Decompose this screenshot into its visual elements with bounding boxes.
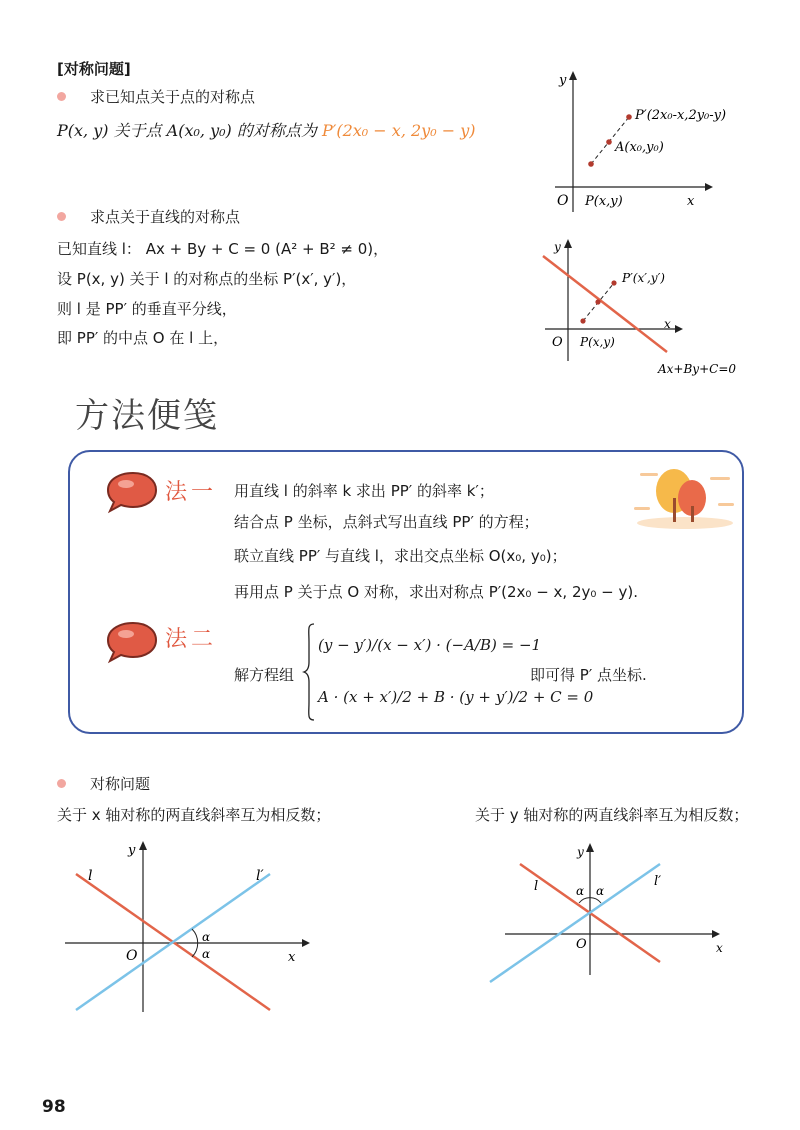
a-label: A(x₀,y₀) [615, 140, 664, 155]
pprime-label: P′(2x₀-x,2y₀-y) [635, 108, 727, 123]
method1-step2: 结合点 P 坐标，点斜式写出直线 PP′ 的方程； [234, 513, 539, 531]
figure-point-symmetry [545, 62, 745, 222]
point-symmetry-line [57, 118, 475, 141]
x-axis-arrow [302, 939, 310, 947]
speech-bubble-icon [100, 470, 160, 514]
method2-label: 法二 [165, 627, 218, 652]
origin-label: O [552, 335, 563, 350]
section-title: [对称问题] [57, 60, 131, 78]
x-label: x [716, 941, 723, 955]
method1-step4: 再用点 P 关于点 O 对称，求出对称点 P′(2x₀ − x, 2y₀ − y). [234, 583, 638, 601]
l-label: l [88, 868, 93, 884]
line-equation-label: Ax+By+C=0 [658, 362, 737, 376]
x-axis-arrow [705, 183, 713, 191]
point-symmetry-result: P′(2x₀ − x, 2y₀ − y) [321, 121, 476, 140]
line-symmetry-line4: 即 PP′ 的中点 O 在 l 上， [57, 329, 229, 347]
y-axis-arrow [569, 71, 577, 80]
method1-step3: 联立直线 PP′ 与直线 l，求出交点坐标 O(x₀, y₀)； [234, 547, 567, 565]
line-symmetry-line2: 设 P(x, y) 关于 l 的对称点的坐标 P′(x′, y′)， [57, 270, 357, 288]
method1-label: 法一 [165, 480, 218, 505]
alpha-upper: α [202, 930, 211, 944]
pprime-label: P′(x′,y′) [622, 271, 665, 285]
y-label: y [559, 73, 567, 88]
l-label: l [534, 879, 539, 894]
method2-equation2: A · (x + x′)/2 + B · (y + y′)/2 + C = 0 [318, 688, 594, 706]
bullet-dot-3 [57, 779, 66, 788]
line-symmetry-line1: 已知直线 l： Ax + By + C = 0 (A² + B² ≠ 0)， [57, 240, 389, 258]
y-axis-arrow [564, 239, 572, 248]
x-label: x [664, 317, 671, 331]
point-p [580, 318, 585, 323]
point-p [588, 161, 594, 167]
y-label: y [577, 845, 584, 859]
brace-icon [302, 622, 316, 722]
y-axis-arrow [586, 843, 594, 852]
lprime-label: l′ [256, 868, 264, 884]
p-label: P(x,y) [580, 335, 615, 349]
bullet-dot-1 [57, 92, 66, 101]
page-number: 98 [42, 1097, 66, 1117]
tree-decoration-icon [632, 463, 738, 533]
y-label: y [128, 843, 136, 858]
bullet-dot-2 [57, 212, 66, 221]
method2-suffix: 即可得 P′ 点坐标. [530, 666, 647, 684]
origin-label: O [126, 948, 138, 964]
alpha-lower: α [202, 947, 211, 961]
y-label: y [554, 240, 561, 254]
figure-line-symmetry [540, 236, 750, 381]
y-axis-arrow [139, 841, 147, 850]
point-pprime [611, 280, 616, 285]
point-a [606, 139, 612, 145]
lprime-label: l′ [654, 874, 662, 889]
axis-symmetry-heading: 对称问题 [90, 775, 151, 793]
point-midpoint [595, 299, 600, 304]
axis-symmetry-right-text: 关于 y 轴对称的两直线斜率互为相反数； [475, 806, 749, 824]
point-symmetry-prefix: P(x, y) 关于点 A(x₀, y₀) 的对称点为 [57, 121, 317, 140]
line-symmetry-line3: 则 l 是 PP′ 的垂直平分线， [57, 300, 237, 318]
method2-prefix: 解方程组 [234, 666, 295, 684]
line-symmetry-heading: 求点关于直线的对称点 [90, 208, 241, 226]
x-axis-arrow [675, 325, 683, 333]
x-axis-arrow [712, 930, 720, 938]
figure-y-axis-symmetry [480, 840, 740, 990]
point-pprime [626, 114, 632, 120]
p-label: P(x,y) [585, 194, 623, 209]
line-lprime [490, 864, 660, 982]
figure-x-axis-symmetry [60, 840, 320, 1020]
alpha-left: α [576, 884, 585, 898]
speech-bubble-icon [100, 620, 160, 664]
x-label: x [288, 950, 296, 965]
origin-label: O [576, 937, 587, 952]
method1-step1: 用直线 l 的斜率 k 求出 PP′ 的斜率 k′； [234, 482, 494, 500]
axis-symmetry-left-text: 关于 x 轴对称的两直线斜率互为相反数； [57, 806, 331, 824]
x-label: x [687, 194, 695, 209]
methods-heading: 方法便笺 [75, 396, 219, 436]
point-symmetry-heading: 求已知点关于点的对称点 [90, 88, 256, 106]
origin-label: O [557, 193, 569, 209]
method2-equation1: (y − y′)/(x − x′) · (−A/B) = −1 [318, 636, 542, 654]
alpha-right: α [596, 884, 605, 898]
